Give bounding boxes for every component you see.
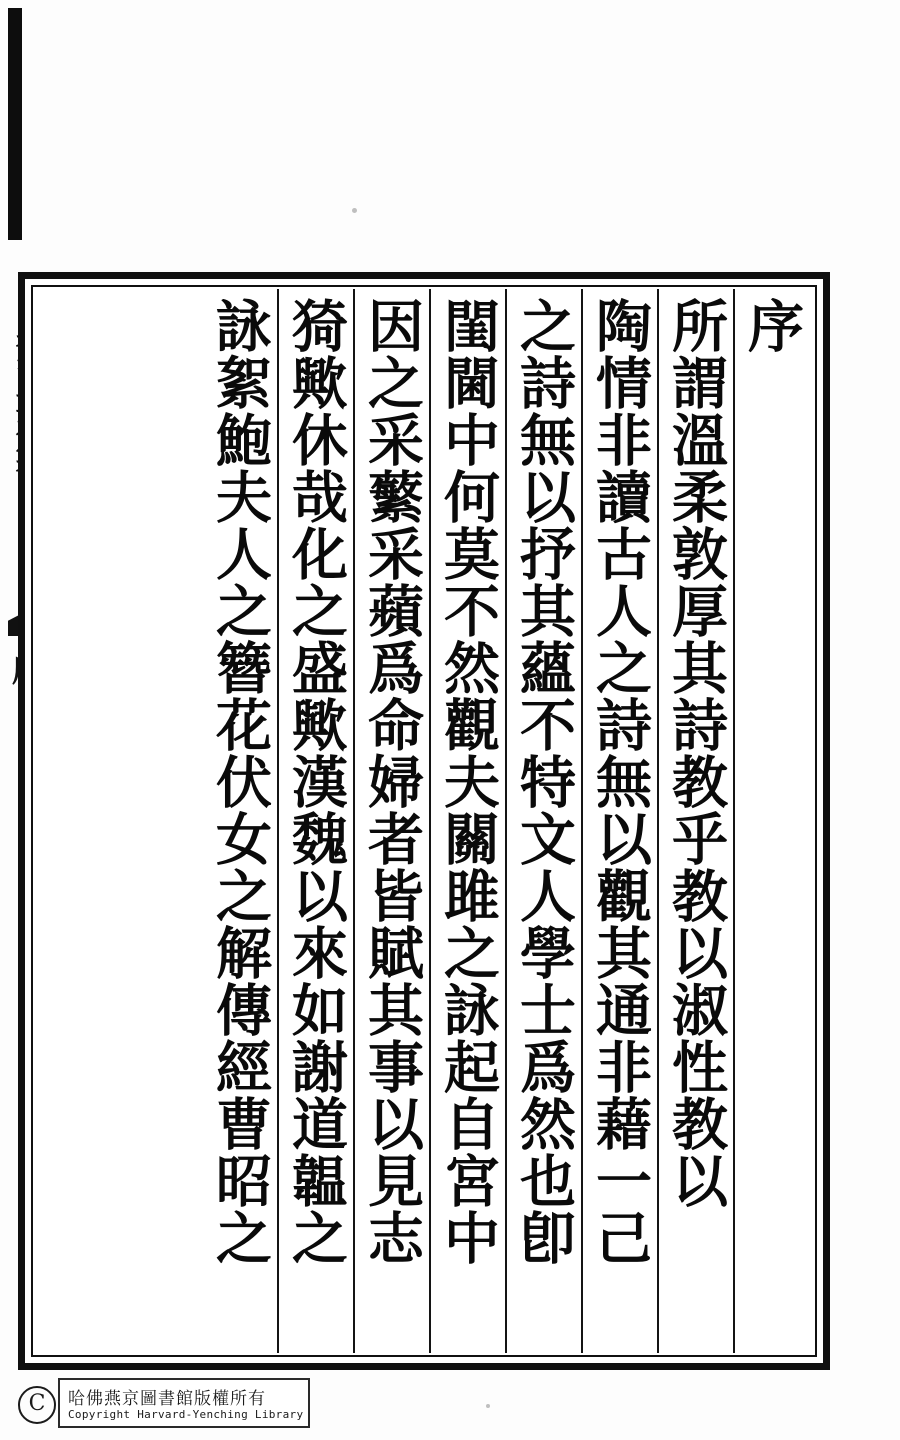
column-text: 之詩無以抒其蘊不特文人學士爲然也卽 (510, 297, 577, 1266)
stamp-chinese-text: 哈佛燕京圖書館版權所有 (68, 1389, 266, 1409)
text-column (657, 295, 733, 1347)
text-column (733, 295, 809, 1347)
library-copyright-stamp (58, 1378, 310, 1428)
column-text: 閨閫中何莫不然觀夫關雎之詠起自宮中 (434, 297, 501, 1266)
text-columns (49, 295, 809, 1347)
text-column (201, 295, 277, 1347)
text-column (353, 295, 429, 1347)
copyright-symbol-icon: C (18, 1386, 56, 1424)
column-text: 因之采蘩采蘋爲命婦者皆賦其事以見志 (358, 297, 425, 1266)
scan-speckle (486, 1404, 490, 1408)
column-text: 詠絮鮑夫人之簪花伏女之解傳經曹昭之 (206, 297, 273, 1266)
text-block-frame (18, 272, 830, 1370)
stamp-english-text: Copyright Harvard-Yenching Library (68, 1408, 304, 1421)
text-column (505, 295, 581, 1347)
text-column (429, 295, 505, 1347)
scan-speckle (352, 208, 357, 213)
column-text: 猗歟休哉化之盛歟漢魏以來如謝道韞之 (282, 297, 349, 1266)
text-column (277, 295, 353, 1347)
binding-edge-strip (8, 8, 22, 240)
column-text: 陶情非讀古人之詩無以觀其通非藉一己 (586, 297, 653, 1266)
text-column (581, 295, 657, 1347)
column-text: 所謂溫柔敦厚其詩教乎教以淑性教以 (662, 297, 729, 1209)
column-text: 序 (738, 297, 805, 354)
